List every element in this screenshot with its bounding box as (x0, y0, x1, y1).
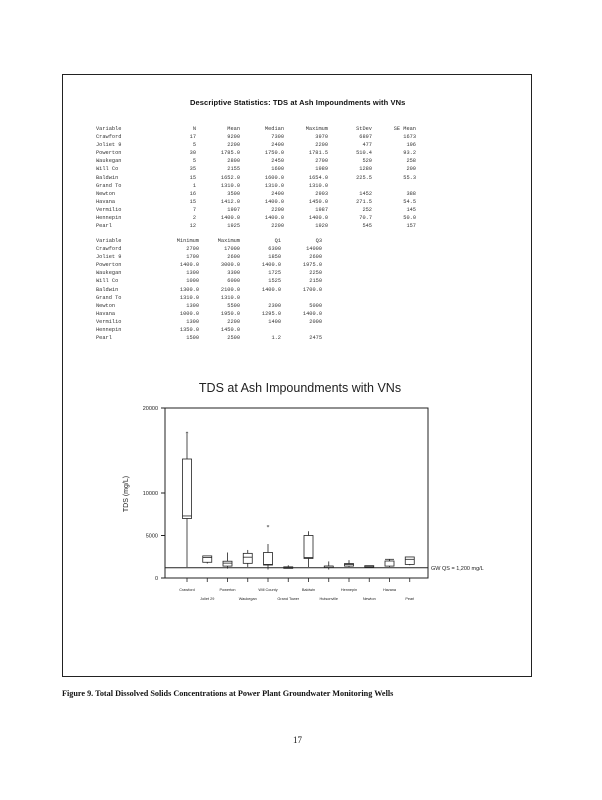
variable-cell: Waukegan (96, 270, 122, 277)
table-row (96, 245, 322, 253)
variable-cell: Crawford (96, 134, 122, 141)
value-cell: 1310.0 (308, 182, 328, 189)
table-header-row (96, 125, 416, 133)
value-cell: 1300 (186, 318, 199, 325)
table-row (96, 318, 322, 326)
value-cell: 145 (406, 206, 416, 213)
x-tick-label: Joliet 29 (200, 597, 215, 601)
value-cell: 1673 (403, 134, 416, 141)
value-cell: 1907 (227, 206, 240, 213)
variable-cell: Havana (96, 310, 116, 317)
value-cell: 1989 (315, 166, 328, 173)
value-cell: 1920 (315, 223, 328, 230)
y-tick-label: 20000 (142, 406, 158, 412)
value-cell: 1310.0 (220, 294, 240, 301)
value-cell (240, 294, 281, 302)
value-cell (240, 326, 281, 334)
value-cell: 1300.0 (179, 286, 199, 293)
value-cell: 2600 (227, 254, 240, 261)
variable-cell: Hennepin (96, 215, 122, 222)
value-cell: 15 (189, 198, 196, 205)
table-row (96, 277, 322, 285)
variable-cell: Grand To (96, 294, 122, 301)
variable-cell: Baldwin (96, 286, 119, 293)
value-cell: 2600 (309, 254, 322, 261)
value-cell: 1700.0 (302, 286, 322, 293)
chart-title: TDS at Ash Impoundments with VNs (198, 381, 402, 395)
value-cell (372, 182, 416, 190)
table-header-row (96, 237, 322, 245)
value-cell: 1400.0 (261, 286, 281, 293)
value-cell: 17000 (224, 246, 240, 253)
table-row (96, 261, 322, 269)
box-iqr (405, 557, 414, 564)
column-header: Q3 (315, 238, 322, 244)
table-row (96, 149, 416, 157)
table-row (96, 157, 416, 165)
value-cell: 2100.0 (220, 286, 240, 293)
table-row (96, 269, 322, 277)
page-number: 17 (293, 735, 302, 745)
table-row (96, 286, 322, 294)
value-cell (281, 326, 322, 334)
value-cell: 2700 (315, 158, 328, 165)
value-cell: 1450.0 (220, 327, 240, 334)
value-cell: 2150 (309, 278, 322, 285)
value-cell: 2903 (315, 190, 328, 197)
value-cell: 6000 (227, 278, 240, 285)
table-row (96, 182, 416, 190)
value-cell: 2400 (271, 142, 284, 149)
y-tick-label: 10000 (142, 491, 158, 497)
x-tick-label: Hennepin (340, 588, 358, 592)
value-cell: 225.5 (356, 174, 372, 181)
value-cell (281, 294, 322, 302)
value-cell: 1412.0 (220, 198, 240, 205)
value-cell: 200 (406, 166, 416, 173)
x-tick-label: Pearl (405, 597, 415, 601)
figure-frame-right (531, 74, 532, 676)
value-cell: 30 (189, 150, 196, 157)
value-cell: 2200 (227, 142, 240, 149)
value-cell: 1652.0 (220, 174, 240, 181)
box-iqr (345, 564, 354, 567)
variable-cell: Hennepin (96, 327, 122, 334)
variable-cell: Crawford (96, 246, 122, 253)
variable-cell: Baldwin (96, 174, 119, 181)
column-header: N (192, 126, 196, 132)
value-cell: 14000 (306, 246, 322, 253)
table-row (96, 334, 322, 342)
value-cell: 1500 (186, 335, 199, 342)
value-cell: 1450.0 (308, 198, 328, 205)
variable-cell: Joliet 9 (96, 254, 122, 261)
column-header: Variable (96, 126, 122, 132)
value-cell: 1295.0 (261, 310, 281, 317)
value-cell: 1654.0 (308, 174, 328, 181)
value-cell: 252 (362, 206, 372, 213)
value-cell: 1950.0 (220, 310, 240, 317)
value-cell: 477 (362, 142, 372, 149)
value-cell: 1400.0 (264, 215, 284, 222)
value-cell: 545 (362, 223, 372, 230)
value-cell: 1280 (359, 166, 372, 173)
value-cell: 2000 (309, 318, 322, 325)
value-cell: 6300 (268, 246, 281, 253)
value-cell: 2200 (271, 206, 284, 213)
y-tick-label: 5000 (145, 533, 158, 540)
value-cell: 1781.5 (308, 150, 328, 157)
table-row (96, 294, 322, 302)
figure-caption: Figure 9. Total Dissolved Solids Concentrations at Power Plant Groundwater Monitoring Wells (62, 689, 394, 698)
stats-table-2 (96, 237, 322, 342)
plot-area-border (165, 408, 428, 578)
value-cell: 1525 (268, 278, 281, 285)
outlier-marker: * (266, 525, 270, 531)
column-header: SE Mean (393, 126, 416, 132)
variable-cell: Pearl (96, 223, 112, 230)
value-cell: 5500 (227, 302, 240, 309)
value-cell: 17 (189, 134, 196, 141)
value-cell: 2250 (309, 270, 322, 277)
value-cell: 1452 (359, 190, 372, 197)
box-iqr (243, 553, 252, 563)
stats-table-1 (96, 125, 416, 230)
table-row (96, 174, 416, 182)
value-cell: 5 (192, 142, 196, 149)
outlier-marker: * (185, 431, 189, 438)
value-cell: 1700 (186, 254, 199, 261)
value-cell: 1400.0 (220, 215, 240, 222)
column-header: Maximum (305, 126, 328, 132)
table-row (96, 310, 322, 318)
variable-cell: Pearl (96, 335, 112, 342)
value-cell: 9200 (227, 134, 240, 141)
x-tick-label: Havana (382, 588, 397, 592)
value-cell: 7 (192, 206, 196, 213)
variable-cell: Havana (96, 198, 116, 205)
box-iqr (203, 556, 212, 562)
variable-cell: Grand To (96, 182, 122, 189)
column-header: Mean (227, 126, 240, 132)
x-tick-label: Powerton (219, 588, 236, 592)
value-cell: 2200 (315, 142, 328, 149)
box-iqr (385, 561, 394, 566)
value-cell: 2200 (271, 223, 284, 230)
box-iqr (183, 459, 192, 519)
value-cell: 2475 (309, 335, 322, 342)
value-cell: 196 (406, 142, 416, 149)
column-header: Median (264, 126, 284, 132)
x-tick-label: Baldwin (301, 588, 316, 592)
value-cell: 1350.0 (179, 327, 199, 334)
variable-cell: Powerton (96, 150, 122, 157)
value-cell: 2300 (268, 302, 281, 309)
value-cell: 12 (189, 223, 196, 230)
value-cell: 1400.0 (261, 262, 281, 269)
value-cell: 1785.0 (220, 150, 240, 157)
table-row (96, 253, 322, 261)
value-cell: 1400.0 (179, 262, 199, 269)
value-cell: 35 (189, 166, 196, 173)
value-cell (328, 182, 372, 190)
value-cell: 1400 (268, 318, 281, 325)
value-cell: 510.4 (356, 150, 372, 157)
value-cell: 3970 (315, 134, 328, 141)
value-cell: 271.5 (356, 198, 372, 205)
value-cell: 93.2 (403, 150, 416, 157)
value-cell: 388 (406, 190, 416, 197)
variable-cell: Will Co (96, 166, 119, 173)
value-cell: 1000.0 (179, 310, 199, 317)
value-cell: 2700 (186, 246, 199, 253)
table-row (96, 141, 416, 149)
value-cell: 2400 (271, 190, 284, 197)
value-cell: 5000 (309, 302, 322, 309)
variable-cell: Joliet 9 (96, 142, 122, 149)
tds-boxplot-chart (100, 376, 484, 626)
variable-cell: Newton (96, 190, 116, 197)
value-cell: 1310.0 (220, 182, 240, 189)
table-row (96, 222, 416, 230)
table-row (96, 190, 416, 198)
value-cell: 54.5 (403, 198, 416, 205)
value-cell: 1 (192, 182, 196, 189)
value-cell: 258 (406, 158, 416, 165)
table-row (96, 198, 416, 206)
figure-frame-left (62, 74, 63, 676)
value-cell: 1400.0 (308, 215, 328, 222)
value-cell: 1600.0 (264, 174, 284, 181)
x-tick-label: Hutsonville (319, 597, 339, 601)
value-cell: 70.7 (359, 215, 372, 222)
value-cell: 3000.0 (220, 262, 240, 269)
value-cell: 1850 (268, 254, 281, 261)
groundwater-standard-label: GW QS = 1,200 mg/L (431, 565, 484, 572)
value-cell: 520 (362, 158, 372, 165)
value-cell: 1925 (227, 223, 240, 230)
value-cell: 1600 (271, 166, 284, 173)
value-cell: 15 (189, 174, 196, 181)
value-cell: 1725 (268, 270, 281, 277)
value-cell: 1.2 (271, 335, 281, 342)
column-header: Q1 (274, 238, 281, 244)
value-cell: 3300 (227, 270, 240, 277)
value-cell: 157 (406, 223, 416, 230)
value-cell: 1300 (186, 302, 199, 309)
x-tick-label: Newton (362, 597, 376, 601)
variable-cell: Powerton (96, 262, 122, 269)
value-cell: 16 (189, 190, 196, 197)
value-cell: 5 (192, 158, 196, 165)
value-cell: 1975.0 (302, 262, 322, 269)
figure-frame-bottom (62, 676, 532, 677)
table-row (96, 206, 416, 214)
table-row (96, 133, 416, 141)
value-cell: 1987 (315, 206, 328, 213)
variable-cell: Will Co (96, 278, 119, 285)
value-cell: 1310.0 (264, 182, 284, 189)
variable-cell: Vermilio (96, 318, 122, 325)
value-cell: 1400.0 (264, 198, 284, 205)
column-header: Variable (96, 238, 122, 244)
box-iqr (264, 553, 273, 566)
value-cell: 1300 (186, 270, 199, 277)
value-cell: 1000 (186, 278, 199, 285)
value-cell: 1400.0 (302, 310, 322, 317)
value-cell: 2155 (227, 166, 240, 173)
variable-cell: Waukegan (96, 158, 122, 165)
x-tick-label: Will County (258, 588, 278, 592)
y-axis-label: TDS (mg/L) (123, 475, 130, 513)
value-cell: 50.0 (403, 215, 416, 222)
value-cell: 3500 (227, 190, 240, 197)
table-row (96, 326, 322, 334)
table-row (96, 165, 416, 173)
box-iqr (223, 561, 232, 566)
value-cell: 2450 (271, 158, 284, 165)
x-tick-label: Waukegan (238, 597, 257, 601)
value-cell: 1310.0 (179, 294, 199, 301)
value-cell: 6897 (359, 134, 372, 141)
table-row (96, 302, 322, 310)
value-cell: 2 (192, 215, 196, 222)
table-row (96, 214, 416, 222)
x-tick-label: Crawford (179, 588, 195, 592)
x-tick-label: Grand Tower (277, 597, 300, 601)
variable-cell: Newton (96, 302, 116, 309)
column-header: Maximum (217, 238, 240, 244)
value-cell: 2800 (227, 158, 240, 165)
figure-frame-top (62, 74, 532, 75)
column-header: Minimum (176, 238, 199, 244)
y-tick-label: 0 (154, 576, 158, 582)
variable-cell: Vermilio (96, 206, 122, 213)
stats-title: Descriptive Statistics: TDS at Ash Impoundments with VNs (190, 98, 406, 107)
column-header: StDev (356, 126, 372, 132)
box-iqr (304, 536, 313, 559)
value-cell: 55.3 (403, 174, 416, 181)
value-cell: 2500 (227, 335, 240, 342)
value-cell: 1750.0 (264, 150, 284, 157)
value-cell: 7300 (271, 134, 284, 141)
value-cell: 2200 (227, 318, 240, 325)
